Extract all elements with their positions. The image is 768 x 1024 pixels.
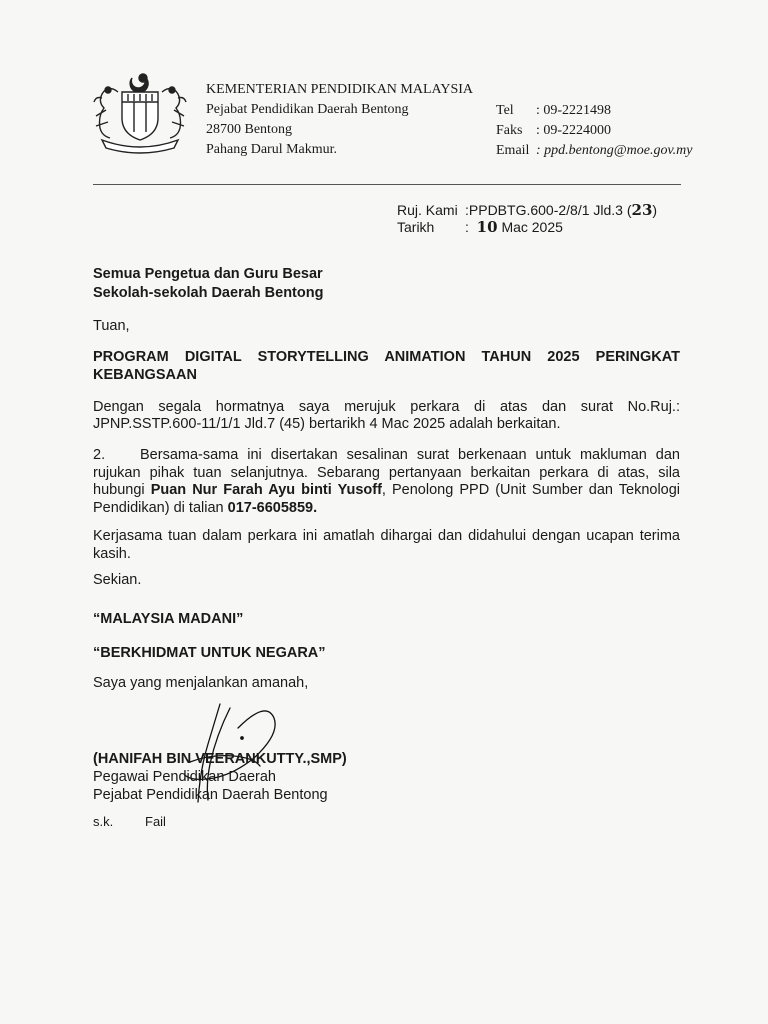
reference-value: :PPDBTG.600-2/8/1 Jld.3 (	[465, 202, 632, 218]
date-label: Tarikh	[397, 219, 435, 235]
closing-text: Sekian.	[93, 572, 142, 588]
subject-line-1: PROGRAM DIGITAL STORYTELLING ANIMATION TAHUN 2025 PERINGKAT	[93, 349, 680, 365]
paragraph-2-number: 2.	[93, 447, 106, 463]
office-postcode-city: 28700 Bentong	[206, 122, 292, 137]
contact-fax-label: Faks	[496, 123, 523, 138]
paragraph-2-contact-intro: hubungi	[93, 482, 151, 498]
contact-email	[496, 140, 692, 161]
subject-line-2: KEBANGSAAN	[93, 367, 197, 383]
slogan-malaysia-madani: “MALAYSIA MADANI”	[93, 611, 244, 627]
signatory-office: Pejabat Pendidikan Daerah Bentong	[93, 787, 328, 803]
cc-value: Fail	[145, 814, 166, 829]
signatory-title: Pegawai Pendidikan Daerah	[93, 769, 276, 785]
reference-close: )	[652, 202, 658, 218]
paragraph-1-line-2: JPNP.SSTP.600-11/1/1 Jld.7 (45) bertarikh 4 Mac 2025 adalah berkaitan.	[93, 416, 561, 432]
reference-handwritten-number: 23	[631, 201, 653, 219]
reference-date	[397, 218, 563, 236]
reference-label: Ruj. Kami	[397, 202, 458, 218]
cc-label: s.k.	[93, 814, 114, 829]
salutation: Tuan,	[93, 318, 130, 334]
contact-tel-value: : 09-2221498	[536, 103, 612, 118]
contact-fax-value: : 09-2224000	[536, 123, 612, 138]
coat-of-arms-icon	[88, 70, 192, 154]
recipient-line-1: Semua Pengetua dan Guru Besar	[93, 266, 323, 282]
reference-number	[397, 201, 657, 219]
paragraph-2-line-3	[93, 481, 680, 500]
paragraph-3-line-2: kasih.	[93, 546, 131, 562]
signatory-name: (HANIFAH BIN VEERANKUTTY.,SMP)	[93, 751, 347, 767]
paragraph-3-line-1: Kerjasama tuan dalam perkara ini amatlah dihargai dan didahului dengan ucapan terima	[93, 528, 680, 544]
contact-tel-label: Tel	[496, 103, 514, 118]
recipient-line-2: Sekolah-sekolah Daerah Bentong	[93, 285, 324, 301]
date-colon: :	[465, 219, 469, 235]
paragraph-2-line-4	[93, 499, 317, 518]
contact-phone-number: 017-6605859.	[227, 500, 318, 516]
contact-person-name: Puan Nur Farah Ayu binti Yusoff	[150, 482, 382, 498]
contact-email-label: Email	[496, 143, 530, 158]
letterhead-divider	[93, 184, 681, 185]
office-state: Pahang Darul Makmur.	[206, 142, 338, 157]
date-month-year: Mac 2025	[501, 219, 563, 235]
contact-fax	[496, 120, 611, 141]
contact-tel	[496, 100, 611, 121]
contact-email-value: : ppd.bentong@moe.gov.my	[536, 143, 693, 158]
cc-line	[93, 814, 166, 830]
paragraph-2-line-1-text: Bersama-sama ini disertakan sesalinan surat berkenaan untuk makluman dan	[140, 447, 680, 463]
contact-person-role: , Penolong PPD (Unit Sumber dan Teknologi	[381, 482, 681, 498]
signoff-text: Saya yang menjalankan amanah,	[93, 675, 309, 691]
contact-phone-intro: Pendidikan) di talian	[93, 500, 228, 516]
paragraph-2-line-1	[93, 446, 680, 465]
paragraph-2-line-2: rujukan pihak tuan selanjutnya. Sebarang pertanyaan berkaitan perkara di atas, sila	[93, 465, 680, 481]
slogan-berkhidmat: “BERKHIDMAT UNTUK NEGARA”	[93, 645, 326, 661]
ministry-name: KEMENTERIAN PENDIDIKAN MALAYSIA	[206, 82, 474, 97]
date-handwritten-day: 10	[476, 218, 498, 236]
paragraph-1-line-1: Dengan segala hormatnya saya merujuk perkara di atas dan surat No.Ruj.:	[93, 399, 680, 415]
office-name: Pejabat Pendidikan Daerah Bentong	[206, 102, 409, 117]
